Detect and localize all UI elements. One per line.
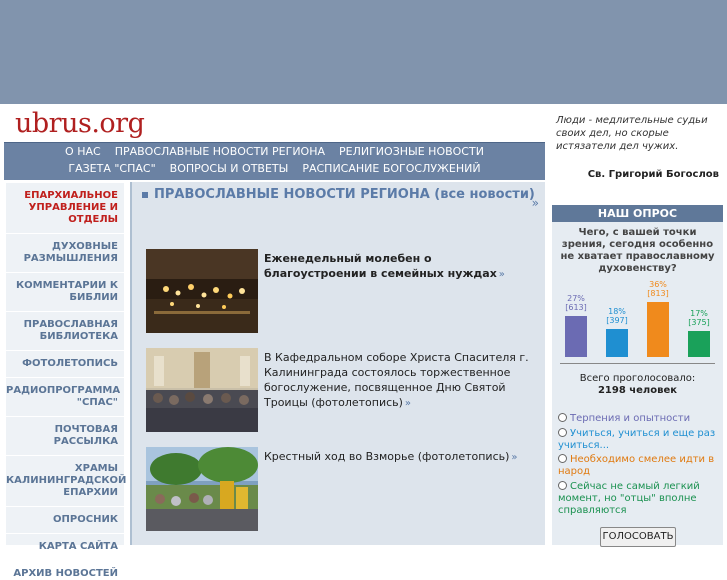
poll-title: НАШ ОПРОС <box>552 205 723 222</box>
chart-baseline <box>560 363 715 364</box>
radio-button[interactable] <box>558 413 567 422</box>
top-navigation <box>4 142 545 180</box>
sidebar-item-survey[interactable]: ОПРОСНИК <box>53 514 118 525</box>
nav-schedule[interactable]: РАСПИСАНИЕ БОГОСЛУЖЕНИЙ <box>302 162 481 175</box>
poll-result-bar <box>606 329 628 357</box>
poll-result-bar <box>688 331 710 357</box>
poll-option-label[interactable]: Сейчас не самый легкий момент, но "отцы" вполне справляются <box>558 481 700 516</box>
poll-option[interactable] <box>558 413 718 425</box>
radio-button[interactable] <box>558 454 567 463</box>
poll-count-label: [397] <box>606 316 628 325</box>
sidebar-item-archive[interactable]: АРХИВ НОВОСТЕЙ <box>13 568 118 579</box>
sidebar-item-library[interactable]: ПРАВОСЛАВНАЯ БИБЛИОТЕКА <box>23 319 118 342</box>
double-chevron-right-icon: » <box>404 398 412 409</box>
nav-regional-news[interactable]: ПРАВОСЛАВНЫЕ НОВОСТИ РЕГИОНА <box>114 145 326 158</box>
news-item[interactable] <box>146 348 541 432</box>
nav-newspaper[interactable]: ГАЗЕТА "СПАС" <box>68 162 156 175</box>
nav-religious-news[interactable]: РЕЛИГИОЗНЫЕ НОВОСТИ <box>339 145 484 158</box>
double-chevron-right-icon: » <box>511 452 518 463</box>
poll-result-bar <box>565 316 587 357</box>
poll-pct-label: 36% <box>649 280 667 289</box>
double-chevron-right-icon[interactable]: » <box>531 196 539 210</box>
news-title[interactable]: В Кафедральном соборе Христа Спасителя г. Калининграда состоялось торжественное богослужение, посвященное Дню Святой Троицы (фотолетопись) <box>264 351 529 409</box>
poll-option[interactable] <box>558 481 718 517</box>
main-content <box>130 182 545 545</box>
top-nav-row-2 <box>4 160 545 177</box>
poll-option-label[interactable]: Терпения и опытности <box>570 413 691 424</box>
poll-total-value: 2198 человек <box>597 385 678 396</box>
poll-option[interactable] <box>558 454 718 478</box>
top-banner <box>0 0 727 104</box>
news-title[interactable]: Крестный ход во Взморье (фотолетопись) <box>264 450 510 463</box>
left-sidebar <box>6 183 127 579</box>
quote-author: Св. Григорий Богослов <box>587 169 719 180</box>
section-title-text: ПРАВОСЛАВНЫЕ НОВОСТИ РЕГИОНА (все новости) <box>154 187 535 202</box>
sidebar-item-photo-chronicle[interactable]: ФОТОЛЕТОПИСЬ <box>22 358 118 369</box>
vote-button[interactable]: ГОЛОСОВАТЬ <box>600 527 676 547</box>
site-logo[interactable]: ubrus.org <box>15 108 145 139</box>
nav-qa[interactable]: ВОПРОСЫ И ОТВЕТЫ <box>169 162 289 175</box>
poll-total-label: Всего проголосовало: <box>579 373 696 384</box>
poll-result-pct <box>602 307 632 325</box>
news-thumbnail-candles[interactable] <box>146 249 258 333</box>
news-item[interactable] <box>146 447 541 531</box>
poll-count-label: [375] <box>688 318 710 327</box>
news-text[interactable] <box>264 350 534 411</box>
radio-button[interactable] <box>558 428 567 437</box>
sidebar-item-radio[interactable]: РАДИОПРОГРАММА "СПАС" <box>6 385 121 408</box>
poll-result-pct <box>643 280 673 298</box>
poll-total <box>552 373 723 397</box>
poll-question: Чего, с вашей точки зрения, сегодня особенно не хватает православному духовенству? <box>560 227 715 274</box>
news-thumbnail-procession[interactable] <box>146 447 258 531</box>
sidebar-item-diocese[interactable]: ЕПАРХИАЛЬНОЕ УПРАВЛЕНИЕ И ОТДЕЛЫ <box>24 190 118 225</box>
sidebar-item-bible-comments[interactable]: КОММЕНТАРИИ К БИБЛИИ <box>15 280 118 303</box>
news-thumbnail-cathedral[interactable] <box>146 348 258 432</box>
poll-count-label: [613] <box>565 303 587 312</box>
sidebar-item-reflections[interactable]: ДУХОВНЫЕ РАЗМЫШЛЕНИЯ <box>23 241 118 264</box>
news-text[interactable] <box>264 449 534 465</box>
poll-count-label: [813] <box>647 289 669 298</box>
news-title[interactable]: Еженедельный молебен о благоустроении в семейных нуждах <box>264 252 497 280</box>
poll-result-pct <box>684 309 714 327</box>
poll-option-label[interactable]: Необходимо смелее идти в народ <box>558 454 715 477</box>
poll-pct-label: 27% <box>567 294 585 303</box>
double-chevron-right-icon: » <box>498 269 505 280</box>
radio-button[interactable] <box>558 481 567 490</box>
poll-option[interactable] <box>558 428 718 452</box>
news-item[interactable] <box>146 249 541 333</box>
sidebar-item-churches[interactable]: ХРАМЫ КАЛИНИНГРАДСКОЙ ЕПАРХИИ <box>6 463 127 498</box>
square-bullet-icon <box>142 192 148 198</box>
poll-pct-label: 17% <box>690 309 708 318</box>
sidebar-item-mailing[interactable]: ПОЧТОВАЯ РАССЫЛКА <box>53 424 118 447</box>
daily-quote: Люди - медлительные судьи своих дел, но скорые истязатели дел чужих. <box>556 115 708 152</box>
sidebar-item-sitemap[interactable]: КАРТА САЙТА <box>38 541 118 552</box>
poll-result-bar <box>647 302 669 357</box>
section-title[interactable] <box>142 186 542 204</box>
poll-panel <box>552 222 723 545</box>
poll-results-chart <box>552 282 723 357</box>
poll-result-pct <box>561 294 591 312</box>
poll-pct-label: 18% <box>608 307 626 316</box>
nav-about[interactable]: О НАС <box>65 145 101 158</box>
news-text[interactable] <box>264 251 534 282</box>
top-nav-row-1 <box>4 143 545 160</box>
poll-option-label[interactable]: Учиться, учиться и еще раз учиться... <box>558 428 716 451</box>
